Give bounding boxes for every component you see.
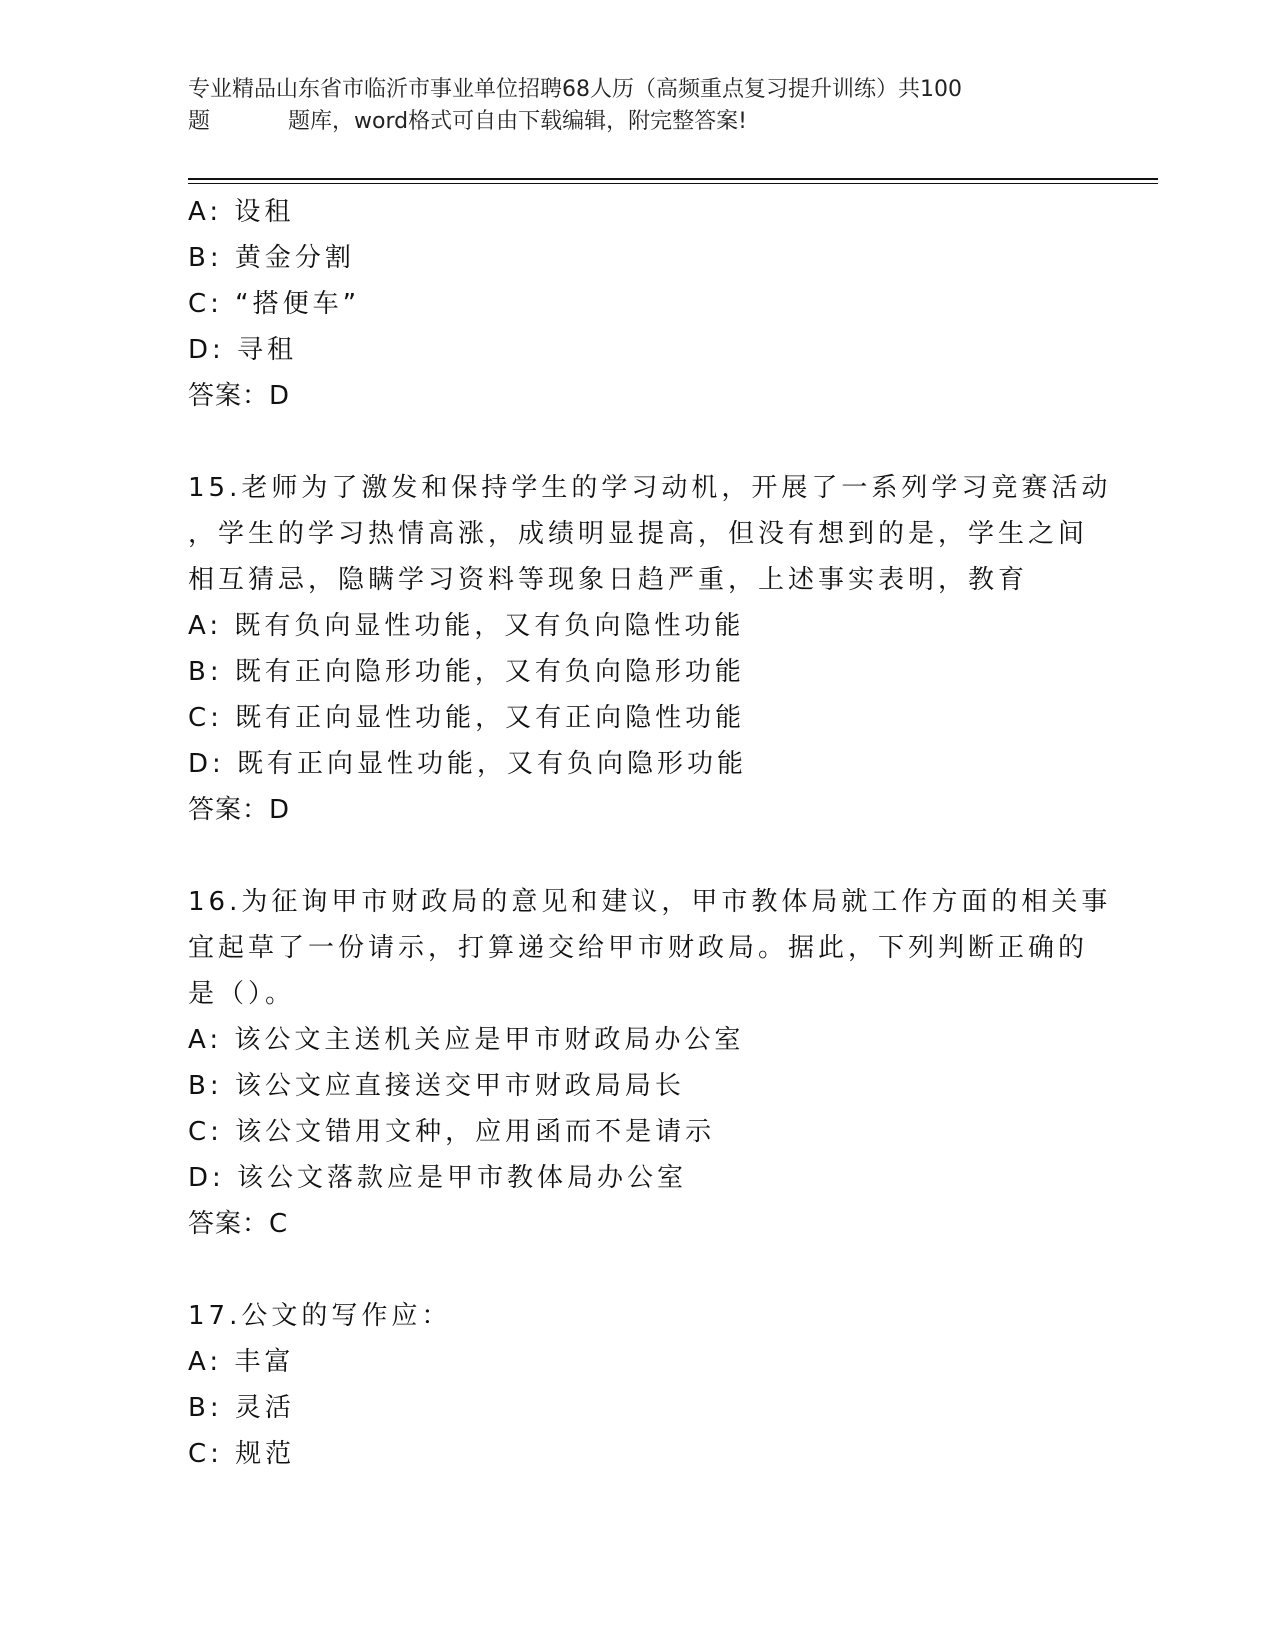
option-a: A: 既有负向显性功能，又有负向隐性功能 [188, 611, 745, 641]
question-15 [188, 465, 1112, 833]
option-d: D: 既有正向显性功能，又有负向隐形功能 [188, 749, 748, 779]
option-b: B: 灵活 [188, 1393, 295, 1423]
question-14 [188, 189, 1088, 419]
header-line-2-left: 题 [188, 109, 211, 134]
question-stem-line: 15.老师为了激发和保持学生的学习动机，开展了一系列学习竞赛活动 [188, 473, 1112, 503]
question-stem-line: ，学生的学习热情高涨，成绩明显提高，但没有想到的是，学生之间 [188, 519, 1089, 549]
option-a: A: 设租 [188, 197, 295, 227]
question-16 [188, 879, 1112, 1247]
header-divider-thick [188, 178, 1158, 180]
answer: 答案：C [188, 1209, 289, 1239]
question-stem-line: 16.为征询甲市财政局的意见和建议，甲市教体局就工作方面的相关事 [188, 887, 1112, 917]
question-stem-line: 17.公文的写作应： [188, 1301, 452, 1331]
answer: 答案：D [188, 381, 291, 411]
page-header [188, 74, 1068, 138]
header-line-1: 专业精品山东省市临沂市事业单位招聘68人历（高频重点复习提升训练）共100 [188, 77, 962, 102]
option-c: C: 规范 [188, 1439, 296, 1469]
option-d: D: 该公文落款应是甲市教体局办公室 [188, 1163, 688, 1193]
question-stem-line: 相互猜忌，隐瞒学习资料等现象日趋严重，上述事实表明，教育 [188, 565, 1029, 595]
option-b: B: 该公文应直接送交甲市财政局局长 [188, 1071, 685, 1101]
option-b: B: 既有正向隐形功能，又有负向隐形功能 [188, 657, 745, 687]
header-line-2 [188, 106, 1068, 138]
option-c: C: 该公文错用文种，应用函而不是请示 [188, 1117, 716, 1147]
question-list [188, 189, 1112, 1477]
option-a: A: 该公文主送机关应是甲市财政局办公室 [188, 1025, 745, 1055]
question-stem-line: 是（）。 [188, 979, 296, 1009]
header-divider-thin [188, 183, 1158, 184]
answer: 答案：D [188, 795, 291, 825]
question-stem-line: 宜起草了一份请示，打算递交给甲市财政局。据此，下列判断正确的 [188, 933, 1089, 963]
option-d: D: 寻租 [188, 335, 298, 365]
option-c: C: 既有正向显性功能，又有正向隐性功能 [188, 703, 746, 733]
option-b: B: 黄金分割 [188, 243, 355, 273]
header-line-2-right: 题库，word格式可自由下载编辑，附完整答案! [288, 109, 747, 134]
question-17 [188, 1293, 1088, 1477]
option-c: C: “搭便车” [188, 289, 361, 319]
option-a: A: 丰富 [188, 1347, 295, 1377]
